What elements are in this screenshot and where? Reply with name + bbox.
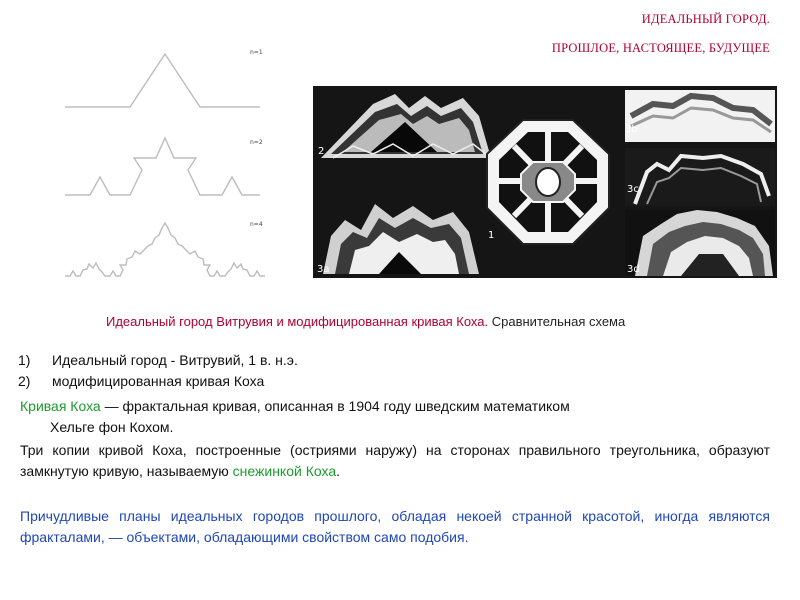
koch-curve-n1: [65, 54, 260, 107]
list-item: [18, 350, 298, 371]
koch-curve-term: Кривая Коха: [20, 398, 101, 414]
slide-title-line2: ПРОШЛОЕ, НАСТОЯЩЕЕ, БУДУЩЕЕ: [551, 41, 770, 55]
koch-definition-paragraph: [20, 396, 770, 438]
panel-3a-plan: [323, 204, 479, 274]
koch-snowflake-end: .: [336, 463, 341, 479]
panel-1-octagon-plan: [487, 120, 609, 244]
koch-label-n2: n=2: [250, 139, 263, 146]
koch-definition-text: — фрактальная кривая, описанная в 1904 году шведским математиком: [104, 398, 570, 414]
panel-label-3d: 3d: [627, 264, 640, 275]
list-text: модифицированная кривая Коха: [52, 373, 265, 389]
caption-title: Идеальный город Витрувия и модифицированная кривая Коха.: [106, 314, 489, 329]
city-plans-drawing: [313, 86, 777, 278]
panel-label-1: 1: [488, 230, 495, 241]
panel-3c-plan: [625, 148, 775, 206]
panel-3d-plan: [625, 210, 775, 276]
koch-curve-diagram: [60, 40, 290, 280]
panel-2-plan: [321, 94, 491, 158]
numbered-list: [18, 350, 298, 392]
slide-title-line1: ИДЕАЛЬНЫЙ ГОРОД.: [641, 12, 770, 26]
list-item: [18, 371, 298, 392]
list-text: Идеальный город - Витрувий, 1 в. н.э.: [52, 352, 298, 368]
slide-header: [552, 10, 770, 56]
figure-caption: [106, 314, 625, 329]
koch-snowflake-text: Три копии кривой Коха, построенные (остриями наружу) на сторонах правильного треугольника, образуют замкнутую кривую, называемую: [20, 442, 770, 479]
koch-curve-figure: [60, 40, 290, 280]
panel-label-3c: 3c: [627, 184, 639, 195]
koch-label-n1: n=1: [250, 49, 263, 56]
panel-label-3a: 3a: [317, 264, 330, 275]
koch-definition-line2: Хельге фон Кохом.: [50, 419, 174, 435]
koch-snowflake-term: снежинкой Коха: [232, 463, 337, 479]
fractal-cities-paragraph: Причудливые планы идеальных городов прошлого, обладая некоей странной красотой, иногда являются фракталами, — объектами, обладающими свойством само подобия.: [20, 508, 770, 545]
list-number: 2): [18, 373, 31, 389]
koch-label-n4: n=4: [250, 221, 263, 228]
caption-subtitle: Сравнительная схема: [491, 314, 626, 329]
koch-curve-n2: [65, 138, 260, 195]
panel-3b-plan: [625, 90, 775, 142]
panel-label-2: 2: [318, 146, 325, 157]
koch-snowflake-paragraph: [20, 440, 770, 482]
koch-curve-n4: [65, 223, 265, 276]
city-plans-image: [313, 86, 777, 278]
panel-label-3b: 3b: [625, 124, 638, 135]
list-number: 1): [18, 352, 31, 368]
